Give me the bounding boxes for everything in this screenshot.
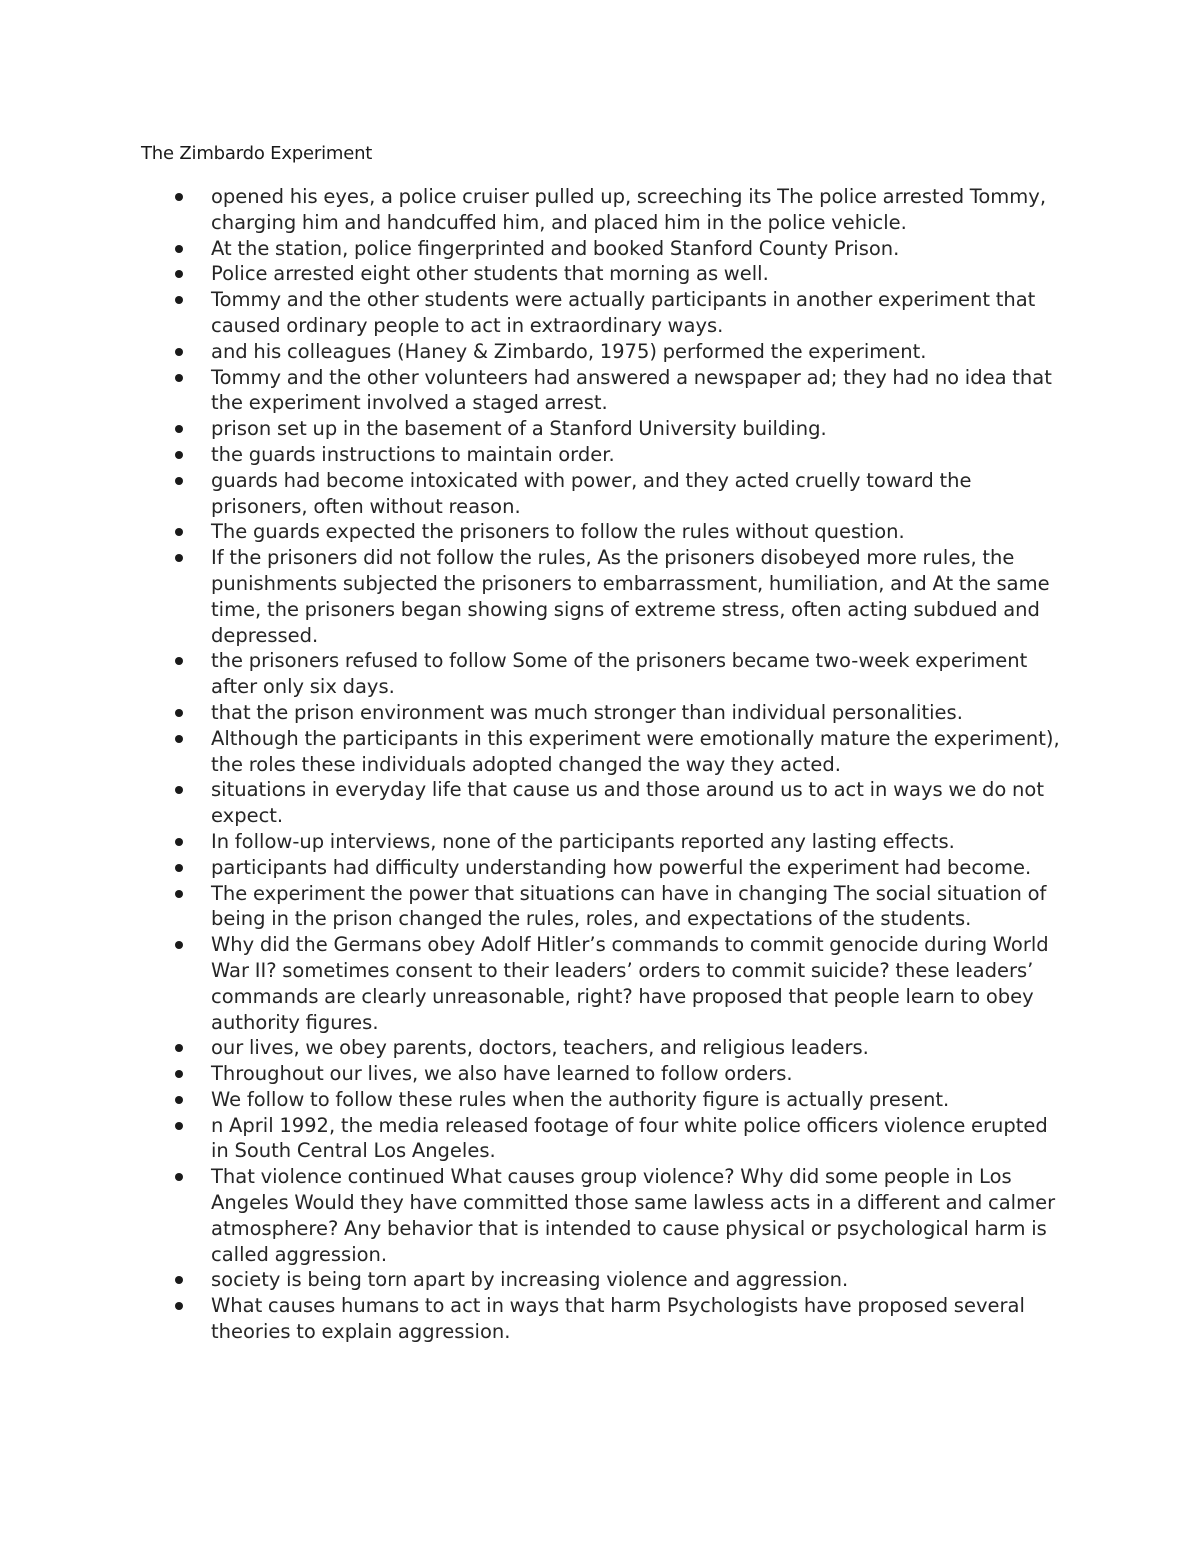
bullet-item [171,339,1066,365]
bullet-text: Tommy and the other students were actually participants in another experiment that caused ordinary people to act in extraordinary ways. [211,288,1036,337]
bullet-dot-icon [175,1044,183,1052]
bullet-dot-icon [175,451,183,459]
bullet-dot-icon [175,193,183,201]
bullet-item [171,777,1066,829]
bullet-dot-icon [175,786,183,794]
bullet-dot-icon [175,425,183,433]
bullet-item [171,236,1066,262]
bullet-text: Police arrested eight other students that morning as well. [211,262,769,286]
bullet-item [171,1164,1066,1267]
bullet-item [171,932,1066,1035]
bullet-item [171,287,1066,339]
bullet-text: prison set up in the basement of a Stanford University building. [211,417,827,441]
bullet-text: We follow to follow these rules when the authority figure is actually present. [211,1087,950,1111]
bullet-item [171,1293,1066,1345]
bullet-item [171,442,1066,468]
bullet-dot-icon [175,1276,183,1284]
bullet-item [171,881,1066,933]
bullet-text: guards had become intoxicated with power, and they acted cruelly toward the prisoners, often without reason. [211,468,972,518]
bullet-dot-icon [175,838,183,846]
bullet-text: participants had difficulty understanding how powerful the experiment had become. [211,855,1032,879]
bullet-dot-icon [175,245,183,253]
bullet-text: opened his eyes, a police cruiser pulled up, screeching its The police arrested Tommy, charging him and handcuffed him, and placed him in the police vehicle. [211,185,1047,234]
bullet-dot-icon [175,477,183,485]
bullet-dot-icon [175,941,183,949]
bullet-item [171,184,1066,236]
bullet-list [171,184,1066,1345]
bullet-item [171,545,1066,648]
bullet-text: the guards instructions to maintain order. [211,442,615,466]
bullet-dot-icon [175,735,183,743]
bullet-text: the prisoners refused to follow Some of the prisoners became two-week experiment after only six days. [211,649,1028,699]
bullet-dot-icon [175,1302,183,1310]
bullet-item [171,416,1066,442]
bullet-text: The guards expected the prisoners to follow the rules without question. [211,520,905,544]
bullet-text: Tommy and the other volunteers had answered a newspaper ad; they had no idea that the experiment involved a staged arrest. [211,365,1052,415]
document-title: The Zimbardo Experiment [141,143,373,164]
bullet-item [171,1267,1066,1293]
bullet-item [171,519,1066,545]
bullet-text: At the station, police fingerprinted and booked Stanford County Prison. [211,236,900,260]
bullet-item [171,648,1066,700]
bullet-item [171,365,1066,417]
bullet-text: That violence continued What causes group violence? Why did some people in Los Angeles Would they have committed those same lawless acts in a different and calmer atmosphere? Any behavior that is intended to cause physical or psychological harm is called aggression. [211,1165,1056,1266]
bullet-dot-icon [175,1096,183,1104]
bullet-dot-icon [175,1173,183,1181]
bullet-text: our lives, we obey parents, doctors, teachers, and religious leaders. [211,1036,869,1060]
bullet-dot-icon [175,709,183,717]
bullet-item [171,1087,1066,1113]
bullet-text: that the prison environment was much stronger than individual personalities. [211,700,963,724]
bullet-dot-icon [175,348,183,356]
bullet-item [171,829,1066,855]
bullet-item [171,1113,1066,1165]
bullet-text: If the prisoners did not follow the rules, As the prisoners disobeyed more rules, the punishments subjected the prisoners to embarrassment, humiliation, and At the same time, the prisoners began showing signs of extreme stress, often acting subdued and depressed. [211,546,1050,647]
bullet-dot-icon [175,1070,183,1078]
bullet-dot-icon [175,374,183,382]
bullet-text: Throughout our lives, we also have learned to follow orders. [211,1062,793,1086]
bullet-text: In follow-up interviews, none of the participants reported any lasting effects. [211,829,955,853]
bullet-item [171,1035,1066,1061]
bullet-dot-icon [175,270,183,278]
bullet-item [171,855,1066,881]
bullet-text: Why did the Germans obey Adolf Hitler’s commands to commit genocide during World War II? sometimes consent to their leaders’ orders to commit suicide? these leaders’ commands are clearly unreasonable, right? have proposed that people learn to obey authority figures. [211,933,1049,1034]
bullet-dot-icon [175,657,183,665]
bullet-item [171,726,1066,778]
bullet-text: n April 1992, the media released footage of four white police officers violence erupted in South Central Los Angeles. [211,1113,1048,1163]
bullet-dot-icon [175,554,183,562]
bullet-item [171,700,1066,726]
bullet-item [171,468,1066,520]
bullet-dot-icon [175,864,183,872]
bullet-text: The experiment the power that situations can have in changing The social situation of being in the prison changed the rules, roles, and expectations of the students. [211,881,1047,931]
bullet-text: situations in everyday life that cause us and those around us to act in ways we do not expect. [211,778,1044,828]
bullet-dot-icon [175,528,183,536]
bullet-dot-icon [175,1122,183,1130]
bullet-item [171,261,1066,287]
bullet-text: Although the participants in this experiment were emotionally mature the experiment), the roles these individuals adopted changed the way they acted. [211,726,1060,776]
bullet-text: What causes humans to act in ways that harm Psychologists have proposed several theories to explain aggression. [211,1294,1025,1344]
bullet-item [171,1061,1066,1087]
bullet-text: society is being torn apart by increasing violence and aggression. [211,1268,849,1292]
bullet-dot-icon [175,890,183,898]
bullet-dot-icon [175,296,183,304]
bullet-text: and his colleagues (Haney & Zimbardo, 1975) performed the experiment. [211,339,927,363]
